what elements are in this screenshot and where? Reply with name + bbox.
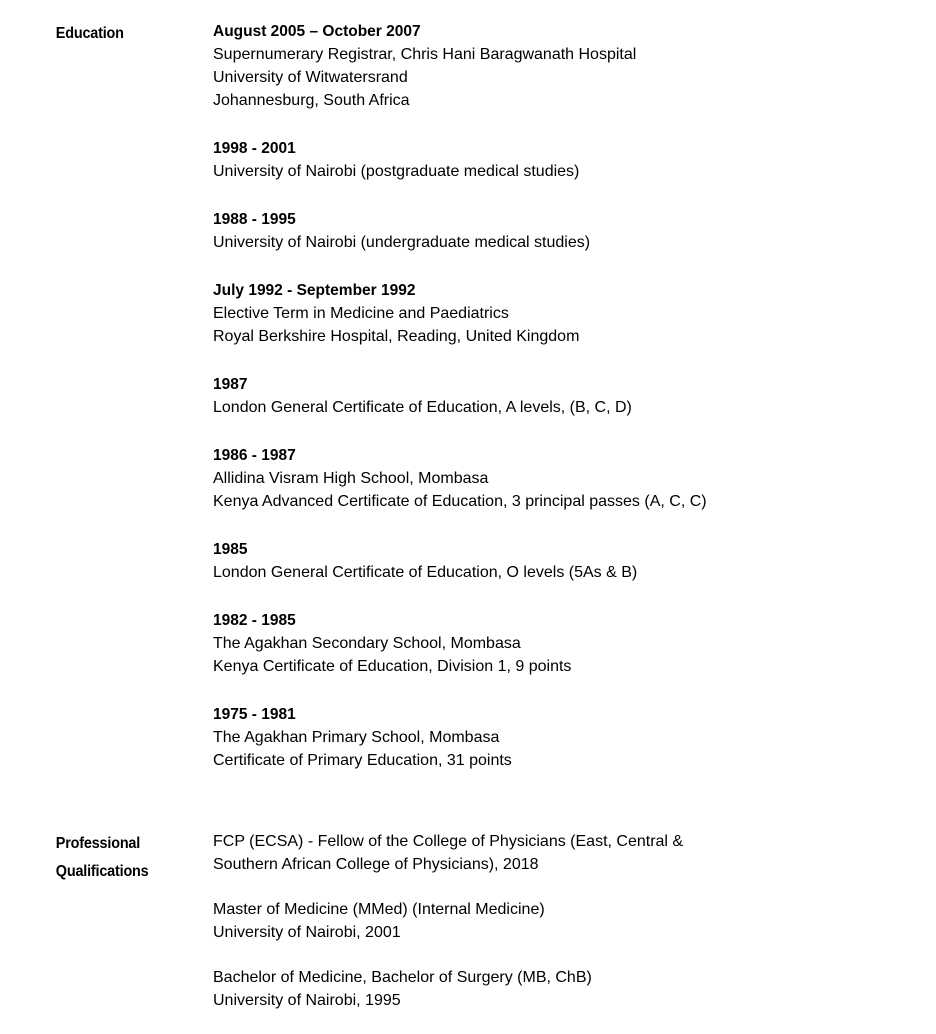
entry-line: University of Nairobi (postgraduate medical studies) — [213, 163, 580, 180]
entry-heading: July 1992 - September 1992 — [213, 282, 416, 299]
education-entry — [213, 703, 936, 772]
section-body-professional-qualifications — [213, 830, 936, 1034]
entry-heading: 1985 — [213, 541, 248, 558]
entry-line: The Agakhan Secondary School, Mombasa — [213, 635, 521, 652]
section-label-education — [0, 20, 198, 48]
section-label-professional-qualifications — [0, 830, 198, 886]
entry-line: Royal Berkshire Hospital, Reading, United Kingdom — [213, 328, 580, 345]
entry-line: Allidina Visram High School, Mombasa — [213, 470, 489, 487]
entry-line: University of Witwatersrand — [213, 69, 408, 86]
entry-heading: 1988 - 1995 — [213, 211, 296, 228]
entry-line: Certificate of Primary Education, 31 points — [213, 752, 512, 769]
section-label-line: Qualifications — [55, 863, 149, 880]
education-entry — [213, 279, 936, 348]
entry-heading: 1986 - 1987 — [213, 447, 296, 464]
entry-heading: 1975 - 1981 — [213, 706, 296, 723]
section-body-education — [213, 20, 936, 772]
education-entry — [213, 609, 936, 678]
qualification-entry — [213, 966, 936, 1012]
education-entry — [213, 373, 936, 419]
section-label-line: Professional — [55, 835, 141, 852]
qualification-entry — [213, 830, 936, 876]
entry-line: University of Nairobi, 1995 — [213, 992, 401, 1009]
entry-heading: August 2005 – October 2007 — [213, 23, 421, 40]
entry-line: London General Certificate of Education, O levels (5As & B) — [213, 564, 638, 581]
entry-line: Supernumerary Registrar, Chris Hani Baragwanath Hospital — [213, 46, 637, 63]
entry-line: Johannesburg, South Africa — [213, 92, 410, 109]
entry-line: University of Nairobi (undergraduate medical studies) — [213, 234, 591, 251]
entry-heading: 1982 - 1985 — [213, 612, 296, 629]
entry-heading: 1987 — [213, 376, 248, 393]
entry-line: Master of Medicine (MMed) (Internal Medicine) — [213, 901, 545, 918]
section-label-line: Education — [55, 25, 124, 42]
section-professional-qualifications — [0, 772, 936, 1034]
entry-line: The Agakhan Primary School, Mombasa — [213, 729, 500, 746]
entry-heading: 1998 - 2001 — [213, 140, 296, 157]
entry-line: FCP (ECSA) - Fellow of the College of Physicians (East, Central & — [213, 833, 684, 850]
entry-line: Kenya Certificate of Education, Division 1, 9 points — [213, 658, 572, 675]
entry-line: University of Nairobi, 2001 — [213, 924, 401, 941]
entry-line: London General Certificate of Education, A levels, (B, C, D) — [213, 399, 632, 416]
qualification-entry — [213, 898, 936, 944]
education-entry — [213, 444, 936, 513]
entry-line: Kenya Advanced Certificate of Education, 3 principal passes (A, C, C) — [213, 493, 707, 510]
entry-line: Elective Term in Medicine and Paediatrics — [213, 305, 509, 322]
entry-line: Southern African College of Physicians), 2018 — [213, 856, 539, 873]
education-entry — [213, 20, 936, 112]
education-entry — [213, 538, 936, 584]
education-entry — [213, 208, 936, 254]
education-entry — [213, 137, 936, 183]
entry-line: Bachelor of Medicine, Bachelor of Surgery (MB, ChB) — [213, 969, 592, 986]
